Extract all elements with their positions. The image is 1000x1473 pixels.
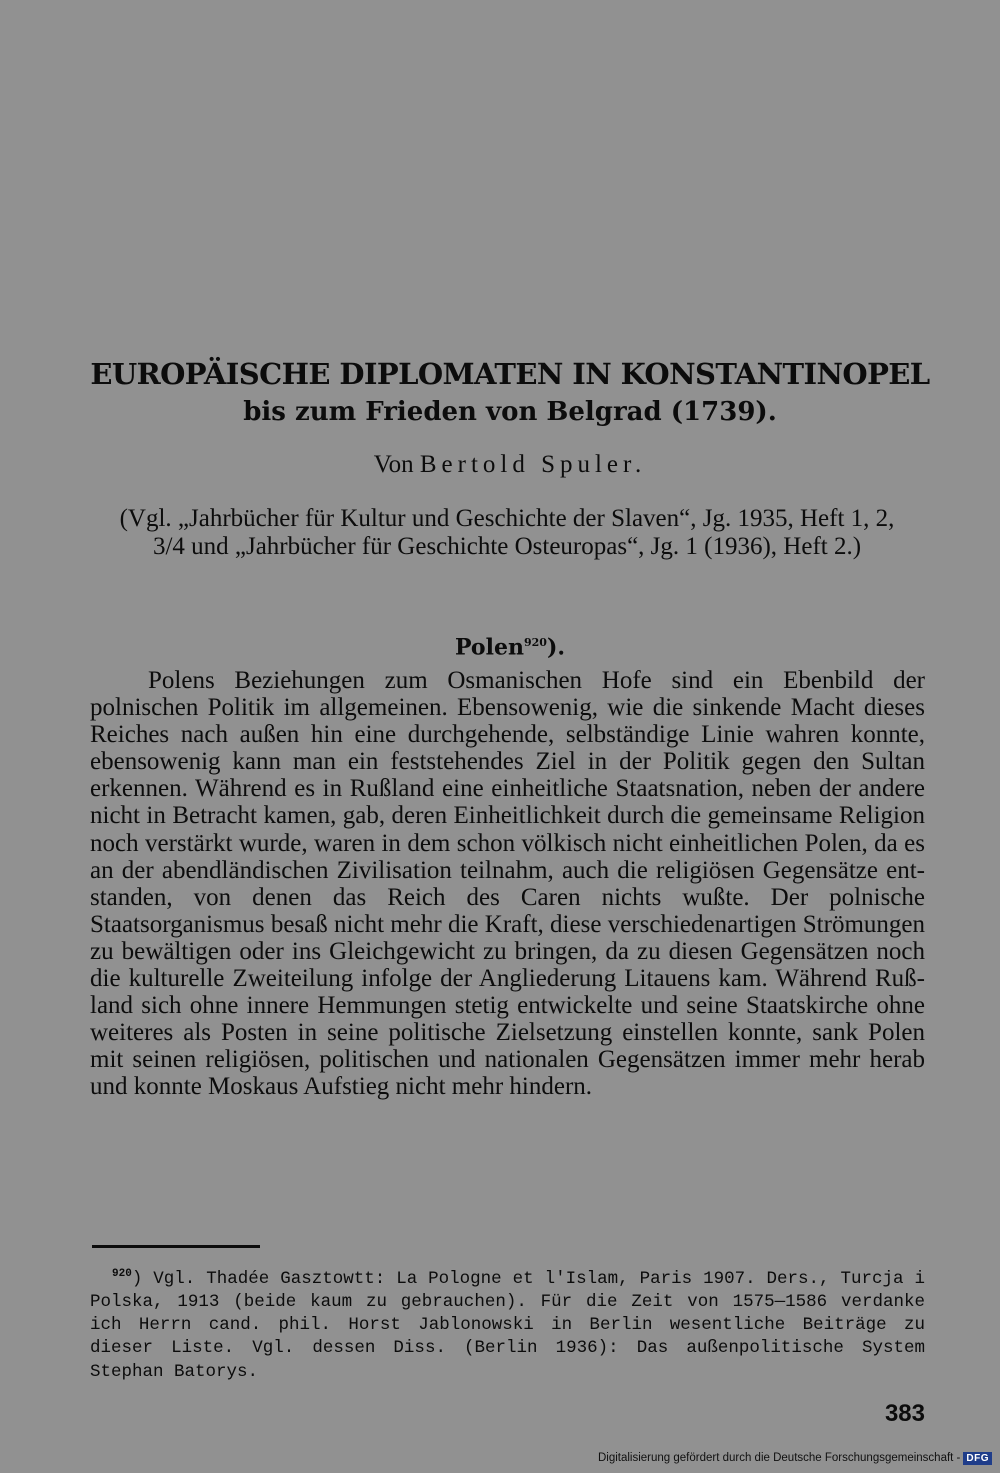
dfg-logo: DFG bbox=[963, 1452, 992, 1465]
footnote-divider bbox=[92, 1245, 260, 1248]
section-heading bbox=[90, 628, 930, 662]
author-prefix: Von bbox=[373, 451, 420, 478]
reference-note: (Vgl. „Jahrbücher für Kultur und Geschichte der Slaven“, Jg. 1935, Heft 1, 2, 3/4 und „Jahrbücher für Geschichte Osteuropas“, Jg. 1 (1936), Heft 2.) bbox=[119, 505, 895, 560]
section-footnote-ref: 920 bbox=[523, 636, 547, 649]
author-name: Bertold Spuler. bbox=[419, 451, 647, 478]
article-title: EUROPÄISCHE DIPLOMATEN IN KONSTANTINOPEL bbox=[90, 357, 930, 391]
footnote bbox=[90, 1263, 925, 1384]
page-number: 383 bbox=[884, 1400, 925, 1427]
section-heading-text: Polen bbox=[454, 634, 524, 661]
author-line bbox=[90, 450, 930, 480]
body-paragraph: Polens Beziehungen zum Osmanischen Hofe sind ein Ebenbild der polnischen Politik im allgemeinen. Ebensowenig, wie die sinkende Macht dieses Reiches nach außen hin eine durchgehende, selbständige Linie wahren konnte, ebensowenig kann man ein feststehendes Ziel in der Politik gegen den Sultan erkennen. Während es in Rußland eine einheitliche Staatsnation, neben der andere nicht in Betracht kamen, gab, deren Einheitlichkeit durch die gemeinsame Religion noch verstärkt wurde, waren in dem schon völkisch nicht einheitlichen Polen, da es an der abendländischen Zivilisation teilnahm, auch die religiösen Gegensätze entstanden, von denen das Reich des Caren nichts wußte. Der polnische Staatsorganismus besaß nicht mehr die Kraft, diese verschiedenartigen Strömungen zu bewältigen oder ins Gleichgewicht zu bringen, da zu diesen Gegensätzen noch die kulturelle Zweiteilung infolge der Angliederung Litauens kam. Während Rußland sich ohne innere Hemmungen stetig entwickelte und seine Staatskirche ohne weiteres als Posten in seine politische Zielsetzung einstellen konnte, sank Polen mit seinen religiösen, politischen und nationalen Gegensätzen immer mehr herab und konnte Moskaus Aufstieg nicht mehr hindern. bbox=[90, 667, 925, 1101]
section-heading-suffix: ). bbox=[546, 634, 566, 661]
article-subtitle: bis zum Frieden von Belgrad (1739). bbox=[243, 397, 777, 427]
footnote-number: 920 bbox=[112, 1268, 132, 1280]
credit-text: Digitalisierung gefördert durch die Deutsche Forschungsgemeinschaft - bbox=[597, 1452, 961, 1464]
digitization-credit bbox=[598, 1449, 992, 1467]
footnote-text: ) Vgl. Thadée Gasztowtt: La Pologne et l'Islam, Paris 1907. Ders., Turcja i Polska, 1913 (beide kaum zu gebrauchen). Für die Zeit von 1575—1586 verdanke ich Herrn cand. phil. Horst Jablonowski in Berlin wesentliche Beiträge zu dieser Liste. Vgl. dessen Diss. (Berlin 1936): Das außenpolitische System Stephan Batorys. bbox=[90, 1268, 925, 1382]
